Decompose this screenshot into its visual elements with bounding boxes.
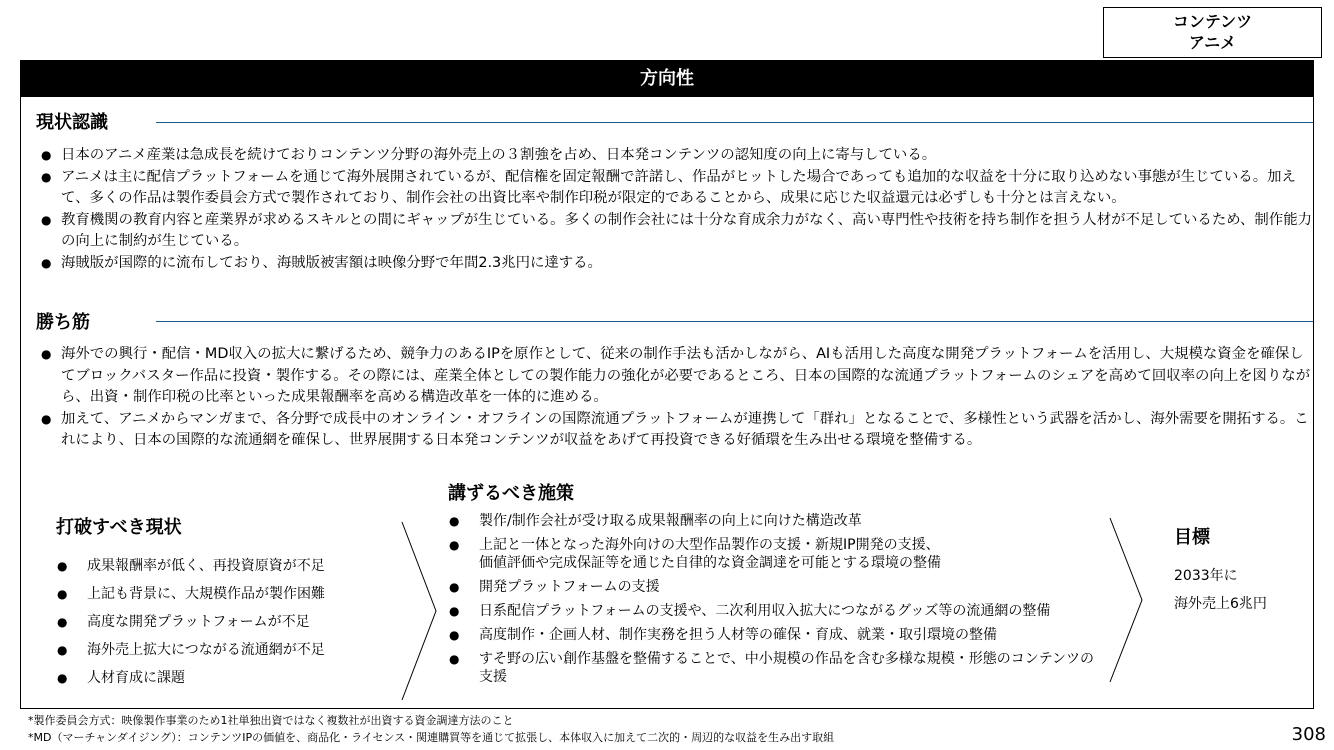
mokuhyo-text [1174, 562, 1267, 618]
list-item: ● 海外での興行・配信・MD収入の拡大に繋げるため、競争力のあるIPを原作として、従来の制作手法も活かしながら、AIも活用した高度な開発プラットフォームを活用し、大規模な資金を確保してブロックバスター作品に投資・製作する。その際には、産業全体としての製作能力の強化が必要であるところ、日本の国際的な流通プラットフォームのシェアを高めて回収率の向上を図りながら、出資・制作印税の比率といった成果報酬率を高める構造改革を一体的に進める。 [40, 344, 1312, 409]
mokuhyo-line2: 海外売上6兆円 [1174, 596, 1267, 612]
kachisuji-heading: 勝ち筋 [36, 312, 90, 333]
list-item: ● 日本のアニメ産業は急成長を続けておりコンテンツ分野の海外売上の３割強を占め、日本発コンテンツの認知度の向上に寄与している。 [40, 145, 1312, 167]
chevron-right-icon [400, 520, 440, 702]
genjo-list [40, 145, 1312, 274]
footnote: *製作委員会方式：映像製作事業のため1社単独出資ではなく複数社が出資する資金調達方法のこと [28, 714, 514, 727]
genjo-heading: 現状認識 [36, 112, 108, 133]
mokuhyo-heading: 目標 [1174, 527, 1210, 548]
list-item: ● 人材育成に課題 [57, 664, 397, 692]
list-item: ● 高度な開発プラットフォームが不足 [57, 608, 397, 636]
daha-list [57, 552, 397, 692]
mokuhyo-line1: 2033年に [1174, 568, 1238, 584]
shisaku-list [449, 512, 1099, 686]
kachisuji-list [40, 344, 1312, 452]
list-item: ● 成果報酬率が低く、再投資原資が不足 [57, 552, 397, 580]
list-item: ● 海外売上拡大につながる流通網が不足 [57, 636, 397, 664]
genjo-rule [156, 122, 1313, 123]
page-title-banner: 方向性 [20, 60, 1314, 97]
list-item: ● 高度制作・企画人材、制作実務を担う人材等の確保・育成、就業・取引環境の整備 [449, 626, 1099, 644]
daha-heading: 打破すべき現状 [56, 517, 182, 538]
list-item: ● アニメは主に配信プラットフォームを通じて海外展開されているが、配信権を固定報酬で許諾し、作品がヒットした場合であっても追加的な収益を十分に取り込めない事態が生じている。加えて、多くの作品は製作委員会方式で製作されており、制作会社の出資比率や制作印税が限定的であることから、成果に応じた収益還元は必ずしも十分とは言えない。 [40, 167, 1312, 210]
list-item: ● 製作/制作会社が受け取る成果報酬率の向上に向けた構造改革 [449, 512, 1099, 530]
list-item: ● 上記も背景に、大規模作品が製作困難 [57, 580, 397, 608]
kachisuji-rule [156, 321, 1313, 322]
list-item: ● 海賊版が国際的に流布しており、海賊版被害額は映像分野で年間2.3兆円に達する。 [40, 253, 1312, 275]
list-item: ● すそ野の広い創作基盤を整備することで、中小規模の作品を含む多様な規模・形態のコンテンツの支援 [449, 650, 1099, 686]
list-item: ● 上記と一体となった海外向けの大型作品製作の支援・新規IP開発の支援、 価値評価や完成保証等を通じた自律的な資金調達を可能とする環境の整備 [449, 536, 1099, 572]
list-item: ● 日系配信プラットフォームの支援や、二次利用収入拡大につながるグッズ等の流通網の整備 [449, 602, 1099, 620]
footnote: *MD（マーチャンダイジング）：コンテンツIPの価値を、商品化・ライセンス・関連購買等を通じて拡張し、本体収入に加えて二次的・周辺的な収益を生み出す取組 [28, 731, 835, 744]
shisaku-heading: 講ずるべき施策 [448, 483, 574, 504]
chevron-right-icon [1108, 516, 1148, 684]
category-tag-line1: コンテンツ [1172, 12, 1253, 31]
list-item: ● 加えて、アニメからマンガまで、各分野で成長中のオンライン・オフラインの国際流通プラットフォームが連携して「群れ」となることで、多様性という武器を活かし、海外需要を開拓する。これにより、日本の国際的な流通網を確保し、世界展開する日本発コンテンツが収益をあげて再投資できる好循環を生み出せる環境を整備する。 [40, 409, 1312, 452]
category-tag-line2: アニメ [1188, 33, 1237, 52]
list-item: ● 教育機関の教育内容と産業界が求めるスキルとの間にギャップが生じている。多くの制作会社には十分な育成余力がなく、高い専門性や技術を持ち制作を担う人材が不足しているため、制作能力の向上に制約が生じている。 [40, 210, 1312, 253]
list-item: ● 開発プラットフォームの支援 [449, 578, 1099, 596]
page-number: 308 [1291, 724, 1326, 745]
category-tag [1103, 7, 1322, 58]
